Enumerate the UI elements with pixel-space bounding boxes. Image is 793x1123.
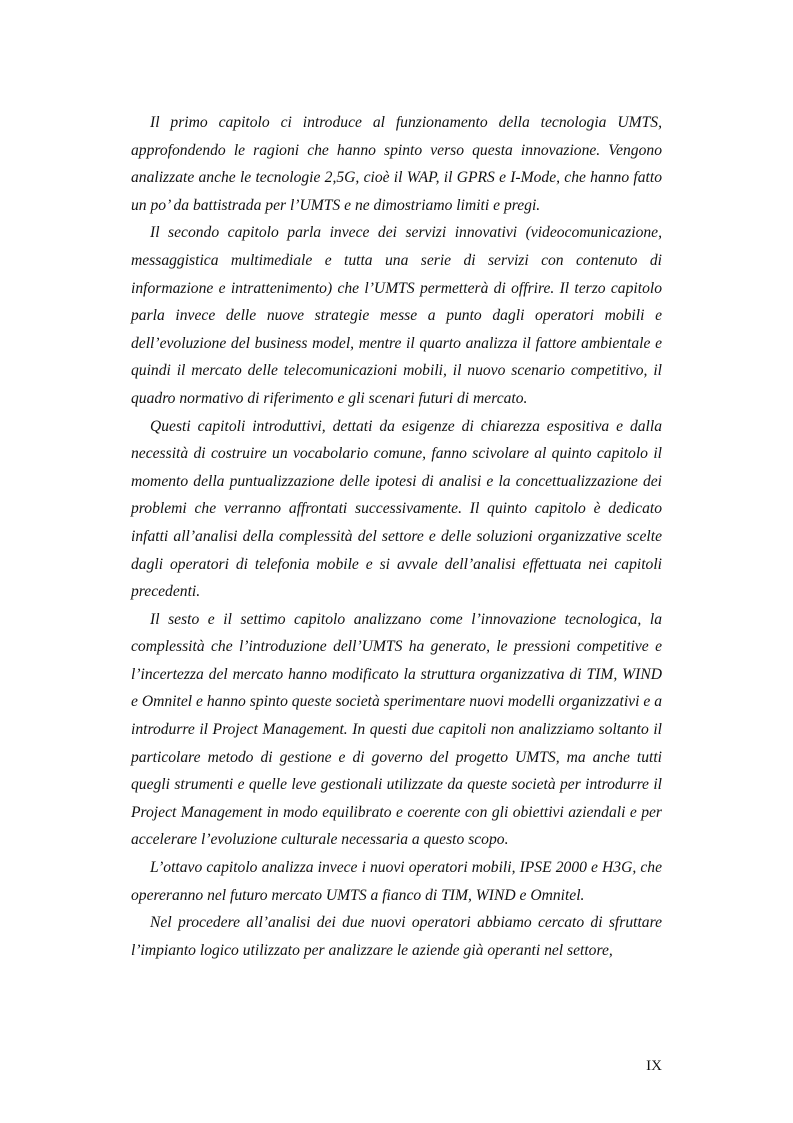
- paragraph-2: Il secondo capitolo parla invece dei servizi innovativi (videocomunicazione, messaggistica multimediale e tutta una serie di servizi con contenuto di informazione e intrattenimento) che l’UMTS permetterà di offrire. Il terzo capitolo parla invece delle nuove strategie messe a punto dagli operatori mobili e dell’evoluzione del business model, mentre il quarto analizza il fattore ambientale e quindi il mercato delle telecomunicazioni mobili, il nuovo scenario competitivo, il quadro normativo di riferimento e gli scenari futuri di mercato.: [131, 224, 662, 407]
- paragraph-3: Questi capitoli introduttivi, dettati da esigenze di chiarezza espositiva e dalla necessità di costruire un vocabolario comune, fanno scivolare al quinto capitolo il momento della puntualizzazione delle ipotesi di analisi e la concettualizzazione dei problemi che verranno affrontati successivamente. Il quinto capitolo è dedicato infatti all’analisi della complessità del settore e delle soluzioni organizzative scelte dagli operatori di telefonia mobile e si avvale dell’analisi effettuata nei capitoli precedenti.: [131, 417, 662, 601]
- paragraph-1: Il primo capitolo ci introduce al funzionamento della tecnologia UMTS, approfondendo le ragioni che hanno spinto verso questa innovazione. Vengono analizzate anche le tecnologie 2,5G, cioè il WAP, il GPRS e I-Mode, che hanno fatto un po’ da battistrada per l’UMTS e ne dimostriamo limiti e pregi.: [131, 114, 662, 214]
- paragraph-6: Nel procedere all’analisi dei due nuovi operatori abbiamo cercato di sfruttare l’impianto logico utilizzato per analizzare le aziende già operanti nel settore,: [131, 914, 662, 959]
- paragraph-5: L’ottavo capitolo analizza invece i nuovi operatori mobili, IPSE 2000 e H3G, che opereranno nel futuro mercato UMTS a fianco di TIM, WIND e Omnitel.: [131, 859, 662, 904]
- paragraph-4: Il sesto e il settimo capitolo analizzano come l’innovazione tecnologica, la complessità che l’introduzione dell’UMTS ha generato, le pressioni competitive e l’incertezza del mercato hanno modificato la struttura organizzativa di TIM, WIND e Omnitel e hanno spinto queste società sperimentare nuovi modelli organizzativi e a introdurre il Project Management. In questi due capitoli non analizziamo soltanto il particolare metodo di gestione e di governo del progetto UMTS, ma anche tutti quegli strumenti e quelle leve gestionali utilizzate da queste società per introdurre il Project Management in modo equilibrato e coerente con gli obiettivi aziendali e per accelerare l’evoluzione culturale necessaria a questo scopo.: [131, 610, 662, 849]
- body-text: [131, 109, 662, 964]
- page-number: IX: [646, 1058, 662, 1074]
